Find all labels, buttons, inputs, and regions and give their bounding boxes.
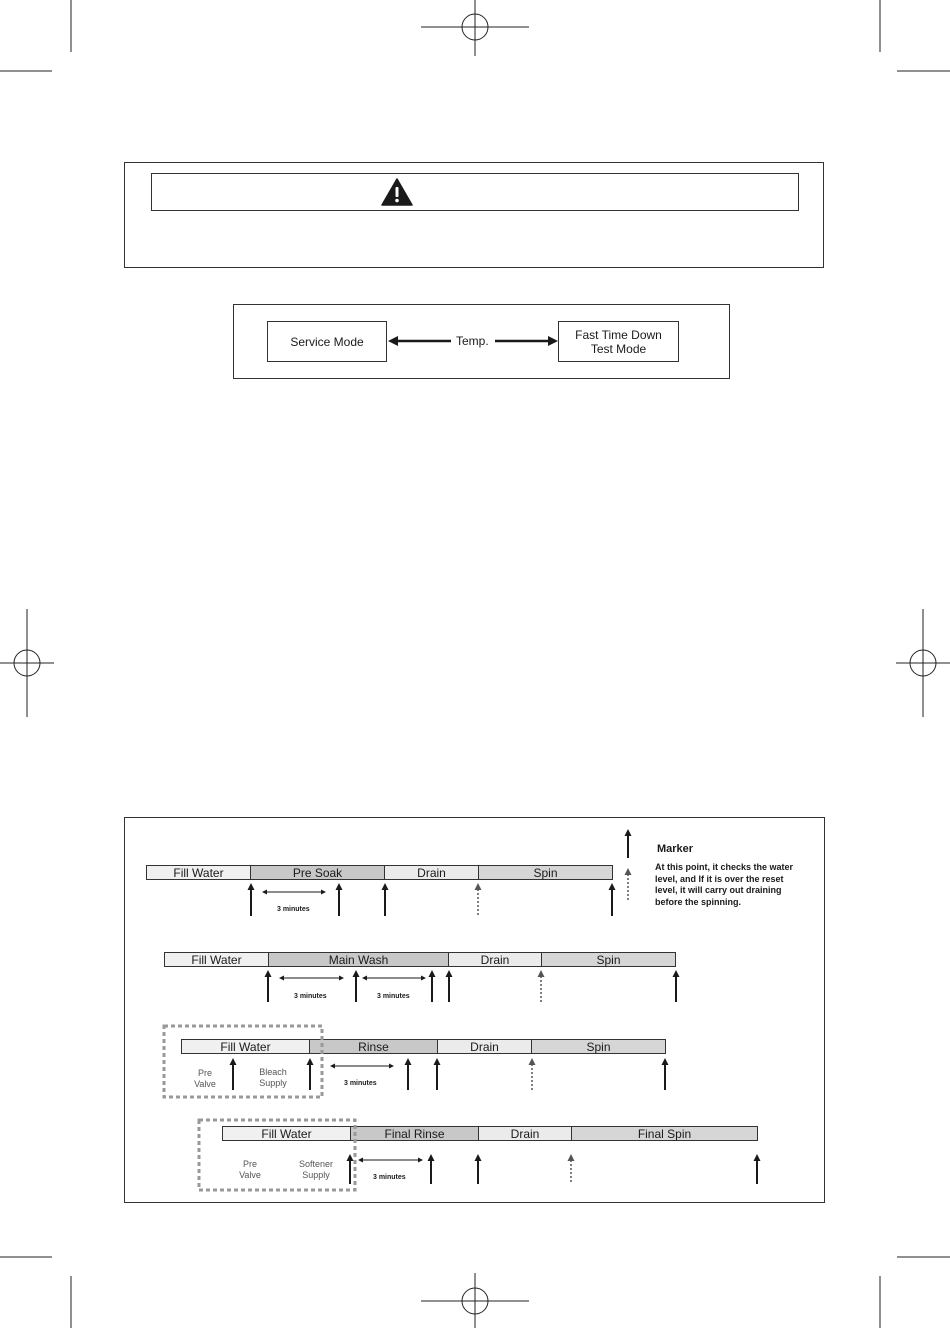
- row3-arrow-2: [307, 1058, 314, 1090]
- row2-arrow-2: [353, 970, 360, 1002]
- row2-drain-label: Drain: [480, 952, 510, 967]
- marker-desc-line3: level, it will carry out draining: [655, 885, 782, 895]
- row2-arrow-4: [446, 970, 453, 1002]
- row1-arrow-dashed: [475, 883, 482, 916]
- row3-stage-label: Rinse: [358, 1039, 389, 1054]
- row4-arrow-4: [754, 1154, 761, 1184]
- marker-desc-line2: level, and If it is over the reset: [655, 873, 784, 884]
- row1-minutes: 3 minutes: [277, 906, 310, 913]
- row1-drain-label: Drain: [417, 865, 446, 880]
- row2-interval-arrow-a: [279, 976, 344, 981]
- row2-arrow-1: [265, 970, 272, 1002]
- row3-interval-arrow: [330, 1064, 394, 1069]
- row1-arrow-1: [248, 883, 255, 916]
- row3-minutes: 3 minutes: [344, 1080, 377, 1087]
- fast-time-down-line1: Fast Time Down: [575, 327, 662, 342]
- row3-pre-line1: Pre: [197, 1068, 212, 1078]
- row2-spin-label: Spin: [596, 952, 621, 967]
- row1-arrow-4: [609, 883, 616, 916]
- row1-spin-label: Spin: [533, 865, 558, 880]
- row3-arrow-dashed: [529, 1058, 536, 1090]
- service-mode-label: Service Mode: [290, 334, 364, 349]
- row2-interval-arrow-b: [362, 976, 426, 981]
- marker-title: Marker: [657, 843, 694, 855]
- row4-stage-label: Final Rinse: [384, 1126, 445, 1141]
- row4-dashed-group-box: [199, 1120, 355, 1190]
- row3-dashed-group-box: [164, 1026, 322, 1097]
- row3-arrow-5: [662, 1058, 669, 1090]
- row1-arrow-2: [336, 883, 343, 916]
- row4-supply-line2: Supply: [302, 1170, 330, 1180]
- row4-arrow-1: [347, 1154, 354, 1184]
- marker-desc-line1: At this point, it checks the water: [655, 862, 794, 872]
- marker-desc-line4: before the spinning.: [655, 896, 742, 907]
- row4-arrow-dashed: [568, 1154, 575, 1184]
- row3-spin-label: Spin: [586, 1039, 611, 1054]
- legend-solid-marker-arrow: [625, 829, 632, 858]
- row2-arrow-dashed: [538, 970, 545, 1002]
- row2-fill-label: Fill Water: [191, 952, 242, 967]
- row2-arrow-5: [673, 970, 680, 1002]
- legend-dashed-marker-arrow: [625, 868, 632, 900]
- temp-label: Temp.: [456, 334, 489, 348]
- row3-supply-line2: Supply: [259, 1078, 287, 1088]
- row4-supply-line1: Softener: [298, 1159, 334, 1169]
- row3-drain-label: Drain: [470, 1039, 499, 1054]
- row2-minutes-b: 3 minutes: [377, 993, 410, 1000]
- row3-arrow-3: [405, 1058, 412, 1090]
- row4-interval-arrow: [358, 1158, 423, 1163]
- row4-drain-label: Drain: [510, 1126, 540, 1141]
- row3-supply-line1: Bleach: [259, 1067, 287, 1077]
- row4-arrow-2: [428, 1154, 435, 1184]
- row4-pre-line2: Valve: [239, 1170, 261, 1180]
- row4-pre-line1: Pre: [242, 1159, 257, 1169]
- row4-fill-label: Fill Water: [261, 1126, 312, 1141]
- row1-interval-arrow: [262, 890, 326, 895]
- row1-stage-label: Pre Soak: [292, 865, 343, 880]
- row2-minutes-a: 3 minutes: [294, 993, 327, 1000]
- row2-stage-label: Main Wash: [328, 952, 389, 967]
- row4-spin-label: Final Spin: [637, 1126, 692, 1141]
- row3-pre-line2: Valve: [194, 1079, 216, 1089]
- row3-fill-label: Fill Water: [220, 1039, 271, 1054]
- row4-arrow-3: [475, 1154, 482, 1184]
- fast-time-down-line2: Test Mode: [590, 341, 647, 356]
- row2-arrow-3: [429, 970, 436, 1002]
- row4-minutes: 3 minutes: [373, 1174, 406, 1181]
- row1-arrow-3: [382, 883, 389, 916]
- row3-arrow-4: [434, 1058, 441, 1090]
- row1-fill-label: Fill Water: [173, 865, 224, 880]
- row3-arrow-1: [230, 1058, 237, 1090]
